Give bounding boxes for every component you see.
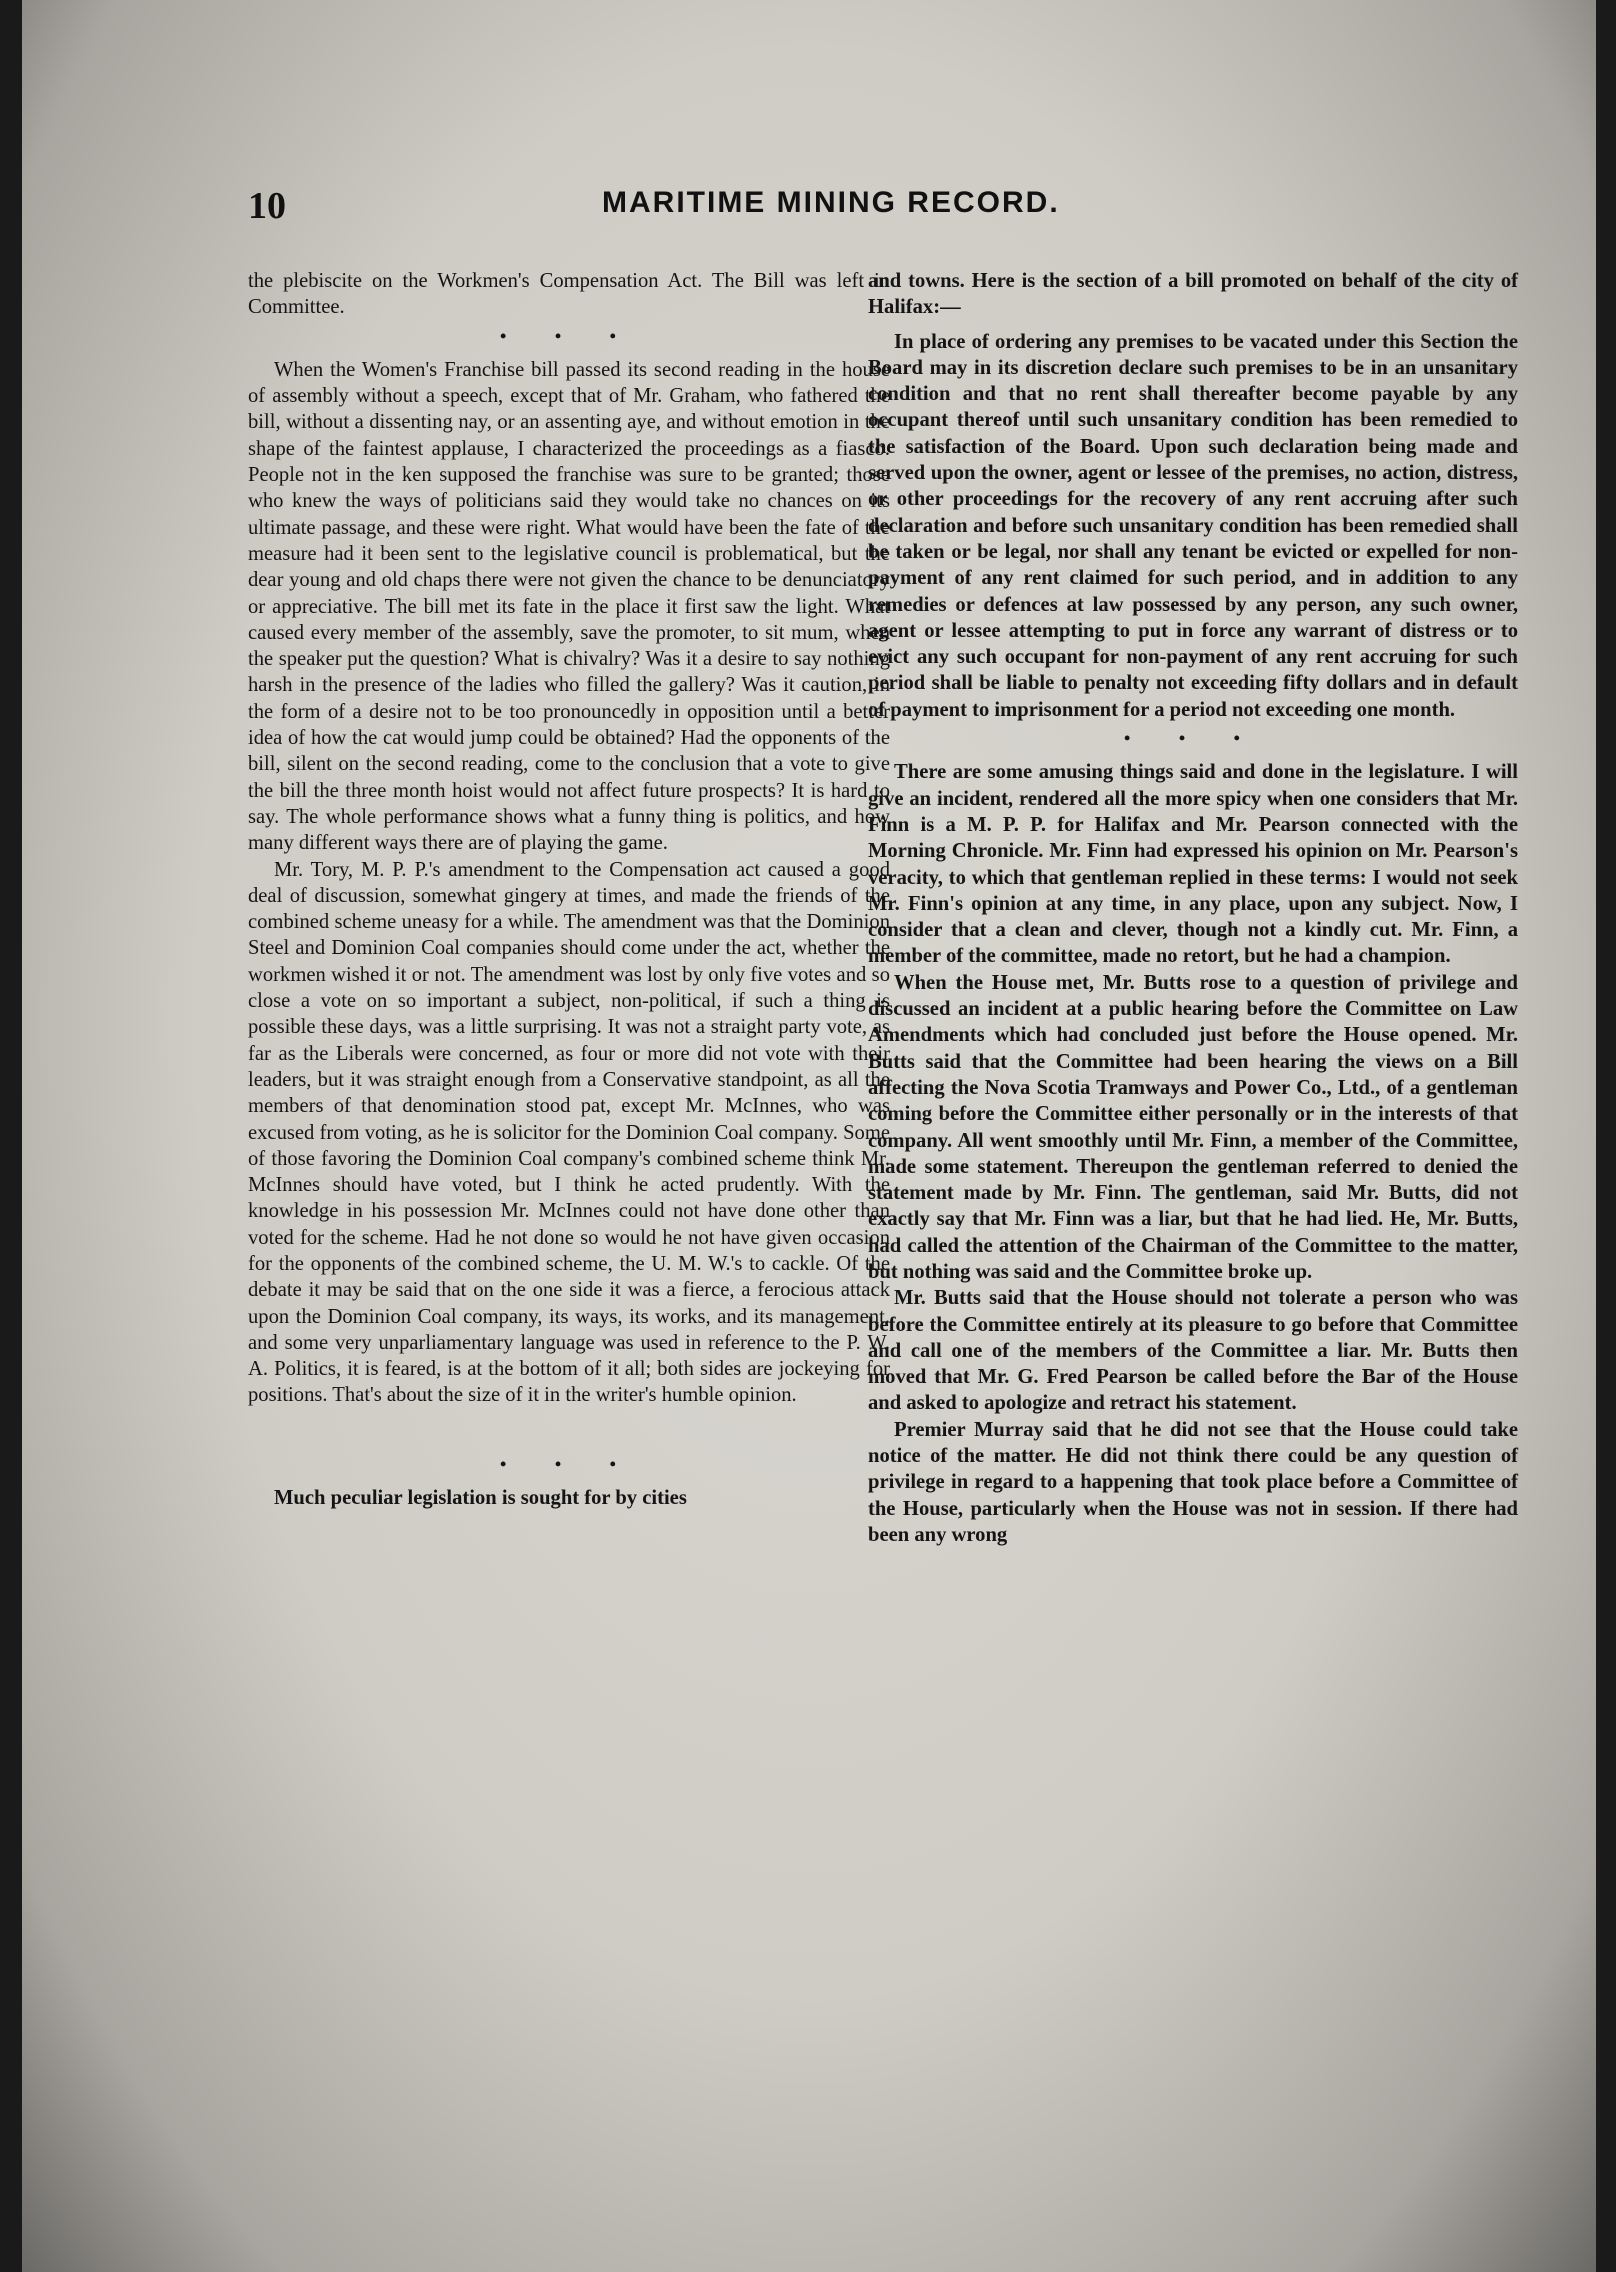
paragraph: and towns. Here is the section of a bill promoted on behalf of the city of Halifax:— bbox=[868, 270, 1518, 319]
paragraph: Much peculiar legislation is sought for by cities bbox=[274, 1487, 687, 1510]
paragraph: Premier Murray said that he did not see that the House could take notice of the matter. He did not think there could be any question of privilege in regard to a happening that took place before a Committee of the House, particularly when the House was not in session. If there had been any wrong bbox=[868, 1418, 1518, 1546]
publication-title: MARITIME MINING RECORD. bbox=[602, 186, 1060, 219]
paragraph: When the Women's Franchise bill passed its second reading in the house of assembly without a speech, except that of Mr. Graham, who fathered the bill, without a dissenting nay, or an assenting aye, and without emotion in the shape of the faintest applause, I characterized the proceedings as a fiasco. People not in the ken supposed the franchise was sure to be granted; those who knew the ways of politicians said they would take no chances on its ultimate passage, and these were right. What would have been the fate of the measure had it been sent to the legislative council is problematical, but the dear young and old chaps there were not given the chance to be denunciatory or appreciative. The bill met its fate in the place it first saw the light. What caused every member of the assembly, save the promoter, to sit mum, when the speaker put the question? What is chivalry? Was it a desire to say nothing harsh in the presence of the ladies who filled the gallery? Was it caution, in the form of a desire not to be too pronouncedly in opposition until a better idea of how the cat would jump could be obtained? Had the opponents of the bill, silent on the second reading, come to the conclusion that a vote to give the bill the three month hoist would not affect future prospects? It is hard to say. The whole performance shows what a funny thing is politics, and how many different ways there are of playing the game. bbox=[248, 358, 890, 855]
page-header bbox=[22, 178, 1596, 228]
paragraph: the plebiscite on the Workmen's Compensation Act. The Bill was left in Committee. bbox=[248, 270, 890, 319]
paragraph: Mr. Butts said that the House should not tolerate a person who was before the Committee entirely at its pleasure to go before that Committee and call one of the members of the Committee a liar. Mr. Butts then moved that Mr. G. Fred Pearson be called before the Bar of the House and asked to apologize and retract his statement. bbox=[868, 1287, 1518, 1415]
separator: • • • bbox=[1124, 728, 1262, 749]
quoted-bill-section: In place of ordering any premises to be vacated under this Section the Board may in its discretion declare such premises to be in an unsanitary condition and that no rent shall thereafter become payable by any occupant thereof until such unsanitary condition has been remedied to the satisfaction of the Board. Upon such declaration being made and served upon the owner, agent or lessee of the premises, no action, distress, or other proceedings for the recovery of any rent accruing after such declaration and before such unsanitary condition has been remedied shall be taken or be legal, nor shall any tenant be evicted or expelled for non-payment of any rent claimed for such period, and in addition to any remedies or defences at law possessed by any person, any such owner, agent or lessee attempting to put in force any warrant of distress or to evict any such occupant for non-payment of any rent accruing for such period shall be liable to penalty not exceeding fifty dollars and in default of payment to imprisonment for a period not exceeding one month. bbox=[868, 330, 1518, 721]
right-column bbox=[868, 268, 1518, 1548]
paragraph: Mr. Tory, M. P. P.'s amendment to the Compensation act caused a good deal of discussion, somewhat gingery at times, and made the friends of the combined scheme uneasy for a while. The amendment was that the Dominion Steel and Dominion Coal companies should come under the act, whether the workmen wished it or not. The amendment was lost by only five votes and so close a vote on so important a subject, non-political, if such a thing is possible these days, was a little surprising. It was not a straight party vote, as far as the Liberals were concerned, as four or more did not vote with their leaders, but it was straight enough from a Conservative standpoint, as all the members of that denomination stood pat, except Mr. McInnes, who was excused from voting, as he is solicitor for the Dominion Coal company. Some of those favoring the Dominion Coal company's combined scheme think Mr. McInnes should have voted, but I think he acted prudently. With the knowledge in his possession Mr. McInnes could not have done other than voted for the scheme. Had he not done so would he not have given occasion for the opponents of the combined scheme, the U. M. W.'s to cackle. Of the debate it may be said that on the one side it was a fierce, a ferocious attack upon the Dominion Coal company, its ways, its works, and its management. and some very unparliamentary language was used in reference to the P. W. A. Politics, it is feared, is at the bottom of it all; both sides are jockeying for positions. That's about the size of it in the writer's humble opinion. bbox=[248, 858, 890, 1407]
page-number: 10 bbox=[248, 185, 286, 227]
separator: • • • bbox=[500, 325, 638, 346]
newspaper-page bbox=[22, 0, 1596, 2272]
left-column bbox=[248, 268, 890, 1511]
paragraph: When the House met, Mr. Butts rose to a question of privilege and discussed an incident at a public hearing before the Committee on Law Amendments which had concluded just before the House opened. Mr. Butts said that the Committee had been hearing the views on a Bill affecting the Nova Scotia Tramways and Power Co., Ltd., of a gentleman coming before the Committee either personally or in the interests of that company. All went smoothly until Mr. Finn, a member of the Committee, made some statement. Thereupon the gentleman referred to denied the statement made by Mr. Finn. The gentleman, said Mr. Butts, did not exactly say that Mr. Finn was a liar, but that he had lied. He, Mr. Butts, had called the attention of the Chairman of the Committee to the matter, but nothing was said and the Committee broke up. bbox=[868, 971, 1518, 1283]
separator: • • • bbox=[500, 1453, 638, 1474]
paragraph: There are some amusing things said and done in the legislature. I will give an incident, rendered all the more spicy when one considers that Mr. Finn is a M. P. P. for Halifax and Mr. Pearson connected with the Morning Chronicle. Mr. Finn had expressed his opinion on Mr. Pearson's veracity, to which that gentleman replied in these terms: I would not seek Mr. Finn's opinion at any time, in any place, upon any subject. Now, I consider that a clean and clever, though not a kindly cut. Mr. Finn, a member of the committee, made no retort, but he had a champion. bbox=[868, 761, 1518, 968]
